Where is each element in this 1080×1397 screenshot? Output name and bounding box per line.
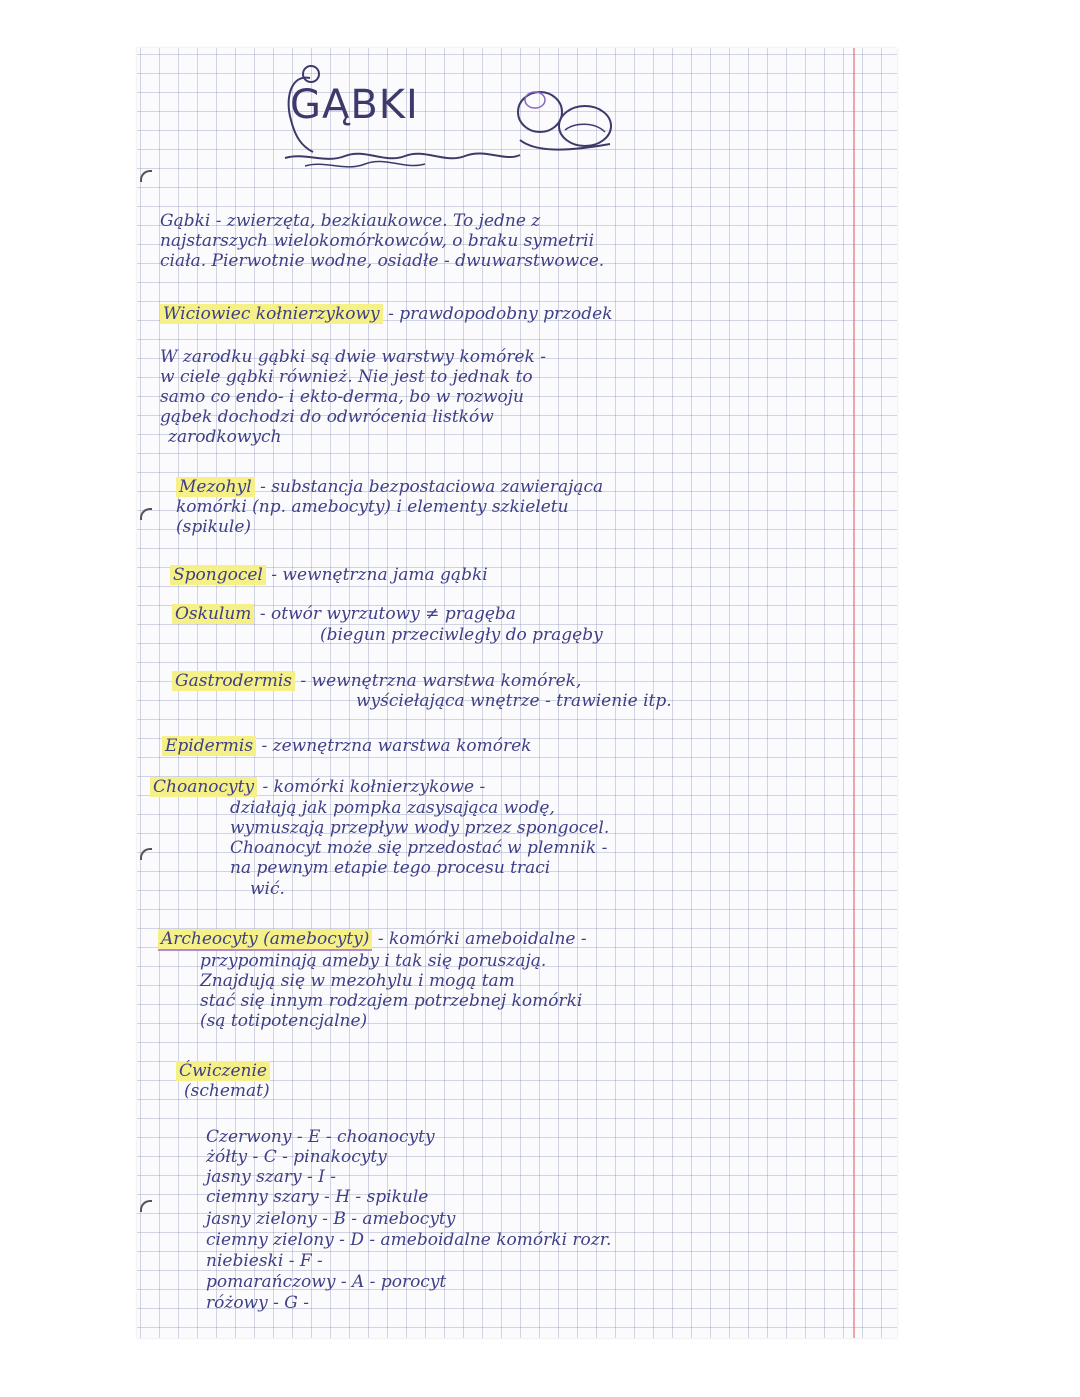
exercise-item: jasny zielony - B - amebocyty — [206, 1209, 456, 1229]
definition-oskulum — [172, 605, 516, 624]
zarodki-line: W zarodku gąbki są dwie warstwy komórek - — [160, 347, 546, 367]
def-mezohyl-line: (spikule) — [176, 517, 252, 537]
exercise-item: Czerwony - E - choanocyty — [206, 1127, 435, 1147]
term-choanocyty: Choanocyty — [150, 777, 257, 797]
binder-hole-mark — [140, 508, 154, 522]
def-choanocyty-line: Choanocyt może się przedostać w plemnik - — [230, 838, 608, 858]
zarodki-line: gąbek dochodzi do odwrócenia listków — [160, 407, 494, 427]
exercise-item: niebieski - F - — [206, 1251, 323, 1271]
zarodki-line: zarodkowych — [168, 427, 282, 447]
zarodki-line: samo co endo- i ekto-derma, bo w rozwoju — [160, 387, 524, 407]
def-archeocyty-line: Znajdują się w mezohylu i mogą tam — [200, 971, 515, 991]
def-archeocyty-line: stać się innym rodzajem potrzebnej komórki — [200, 991, 583, 1011]
exercise-item: jasny szary - I - — [206, 1167, 337, 1187]
def-choanocyty-line: działają jak pompka zasysająca wodę, — [230, 798, 555, 818]
def-choanocyty-line: wymuszają przepływ wody przez spongocel. — [230, 818, 610, 838]
term-wiciowiec: Wiciowiec kołnierzykowy — [160, 304, 383, 324]
def-epidermis: - zewnętrzna warstwa komórek — [261, 736, 532, 756]
zarodki-line: w ciele gąbki również. Nie jest to jednak to — [160, 367, 533, 387]
def-wiciowiec: - prawdopodobny przodek — [388, 304, 613, 324]
def-oskulum-line: - otwór wyrzutowy ≠ pragęba — [259, 604, 516, 624]
binder-hole-mark — [140, 1200, 154, 1214]
exercise-item: pomarańczowy - A - porocyt — [206, 1272, 447, 1292]
def-oskulum-line: (biegun przeciwległy do pragęby — [320, 625, 603, 645]
term-archeocyty: Archeocyty (amebocyty) — [158, 929, 372, 951]
def-choanocyty-line: wić. — [250, 879, 285, 899]
intro-line: ciała. Pierwotnie wodne, osiadłe - dwuwarstwowce. — [160, 251, 605, 271]
def-mezohyl-line: komórki (np. amebocyty) i elementy szkieletu — [176, 497, 569, 517]
definition-wiciowiec — [160, 305, 613, 324]
margin-line — [853, 48, 855, 1338]
def-choanocyty: - komórki kołnierzykowe - — [262, 777, 486, 797]
page-title: GĄBKI — [290, 82, 419, 128]
definition-mezohyl — [176, 478, 603, 497]
term-epidermis: Epidermis — [162, 736, 256, 756]
definition-spongocel — [170, 566, 488, 585]
term-oskulum: Oskulum — [172, 604, 254, 624]
intro-line: najstarszych wielokomórkowców, o braku symetrii — [160, 231, 595, 251]
exercise-item: ciemny szary - H - spikule — [206, 1187, 429, 1207]
term-mezohyl: Mezohyl — [176, 477, 255, 497]
def-spongocel: - wewnętrzna jama gąbki — [271, 565, 488, 585]
def-choanocyty-line: na pewnym etapie tego procesu traci — [230, 858, 551, 878]
exercise-item: różowy - G - — [206, 1293, 309, 1313]
def-archeocyty: - komórki ameboidalne - — [377, 929, 587, 949]
definition-gastrodermis — [172, 672, 581, 691]
def-gastrodermis-line: wyściełająca wnętrze - trawienie itp. — [356, 691, 672, 711]
exercise-title: Ćwiczenie — [176, 1062, 270, 1081]
definition-epidermis — [162, 737, 531, 756]
binder-hole-mark — [140, 848, 154, 862]
exercise-item: żółty - C - pinakocyty — [206, 1147, 387, 1167]
definition-choanocyty — [150, 778, 485, 797]
def-mezohyl-line: - substancja bezpostaciowa zawierająca — [260, 477, 604, 497]
term-spongocel: Spongocel — [170, 565, 266, 585]
def-archeocyty-line: (są totipotencjalne) — [200, 1011, 368, 1031]
def-gastrodermis-line: - wewnętrzna warstwa komórek, — [300, 671, 582, 691]
binder-hole-mark — [140, 170, 154, 184]
exercise-item: ciemny zielony - D - ameboidalne komórki rozr. — [206, 1230, 612, 1250]
term-gastrodermis: Gastrodermis — [172, 671, 295, 691]
intro-line: Gąbki - zwierzęta, bezkiaukowce. To jedne z — [160, 211, 541, 231]
def-archeocyty-line: przypominają ameby i tak się poruszają. — [200, 951, 547, 971]
exercise-subtitle: (schemat) — [184, 1081, 270, 1101]
definition-archeocyty — [158, 930, 587, 949]
